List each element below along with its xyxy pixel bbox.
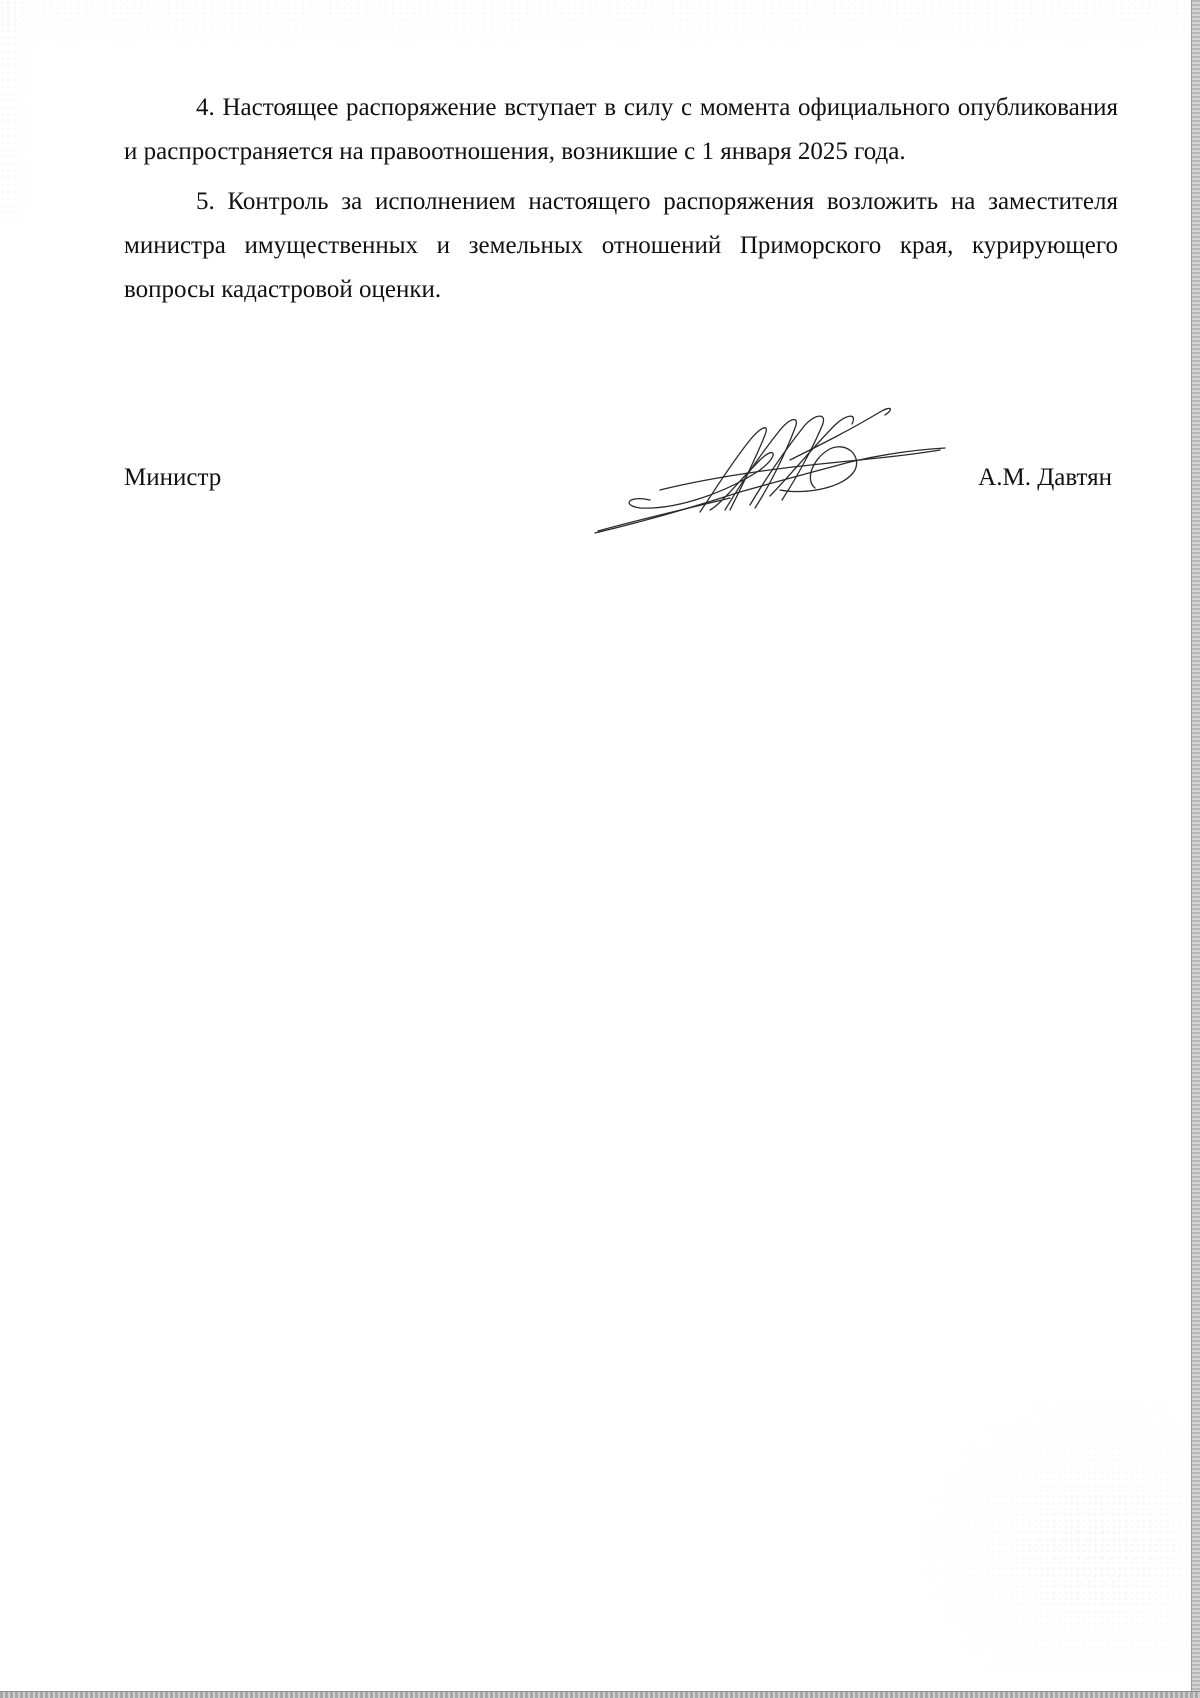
document-body (124, 86, 1118, 318)
paragraph-5: 5. Контроль за исполнением настоящего распоряжения возложить на заместителя министра имущественных и земельных отношений Приморского края, курирующего вопросы кадастровой оценки. (124, 188, 1118, 303)
signatory-name: А.М. Давтян (978, 464, 1112, 491)
scan-noise-top (0, 0, 1200, 60)
scan-edge-bottom (0, 1691, 1200, 1698)
signature-row (124, 456, 1118, 500)
paragraph-4: 4. Настоящее распоряжение вступает в силу с момента официального опубликования и распространяется на правоотношения, возникшие с 1 января 2025 года. (124, 94, 1118, 165)
scan-noise-bottom-right (890, 1368, 1190, 1668)
scan-edge-right (1191, 0, 1200, 1698)
scan-noise-left (0, 0, 40, 220)
signatory-position: Министр (124, 464, 222, 491)
